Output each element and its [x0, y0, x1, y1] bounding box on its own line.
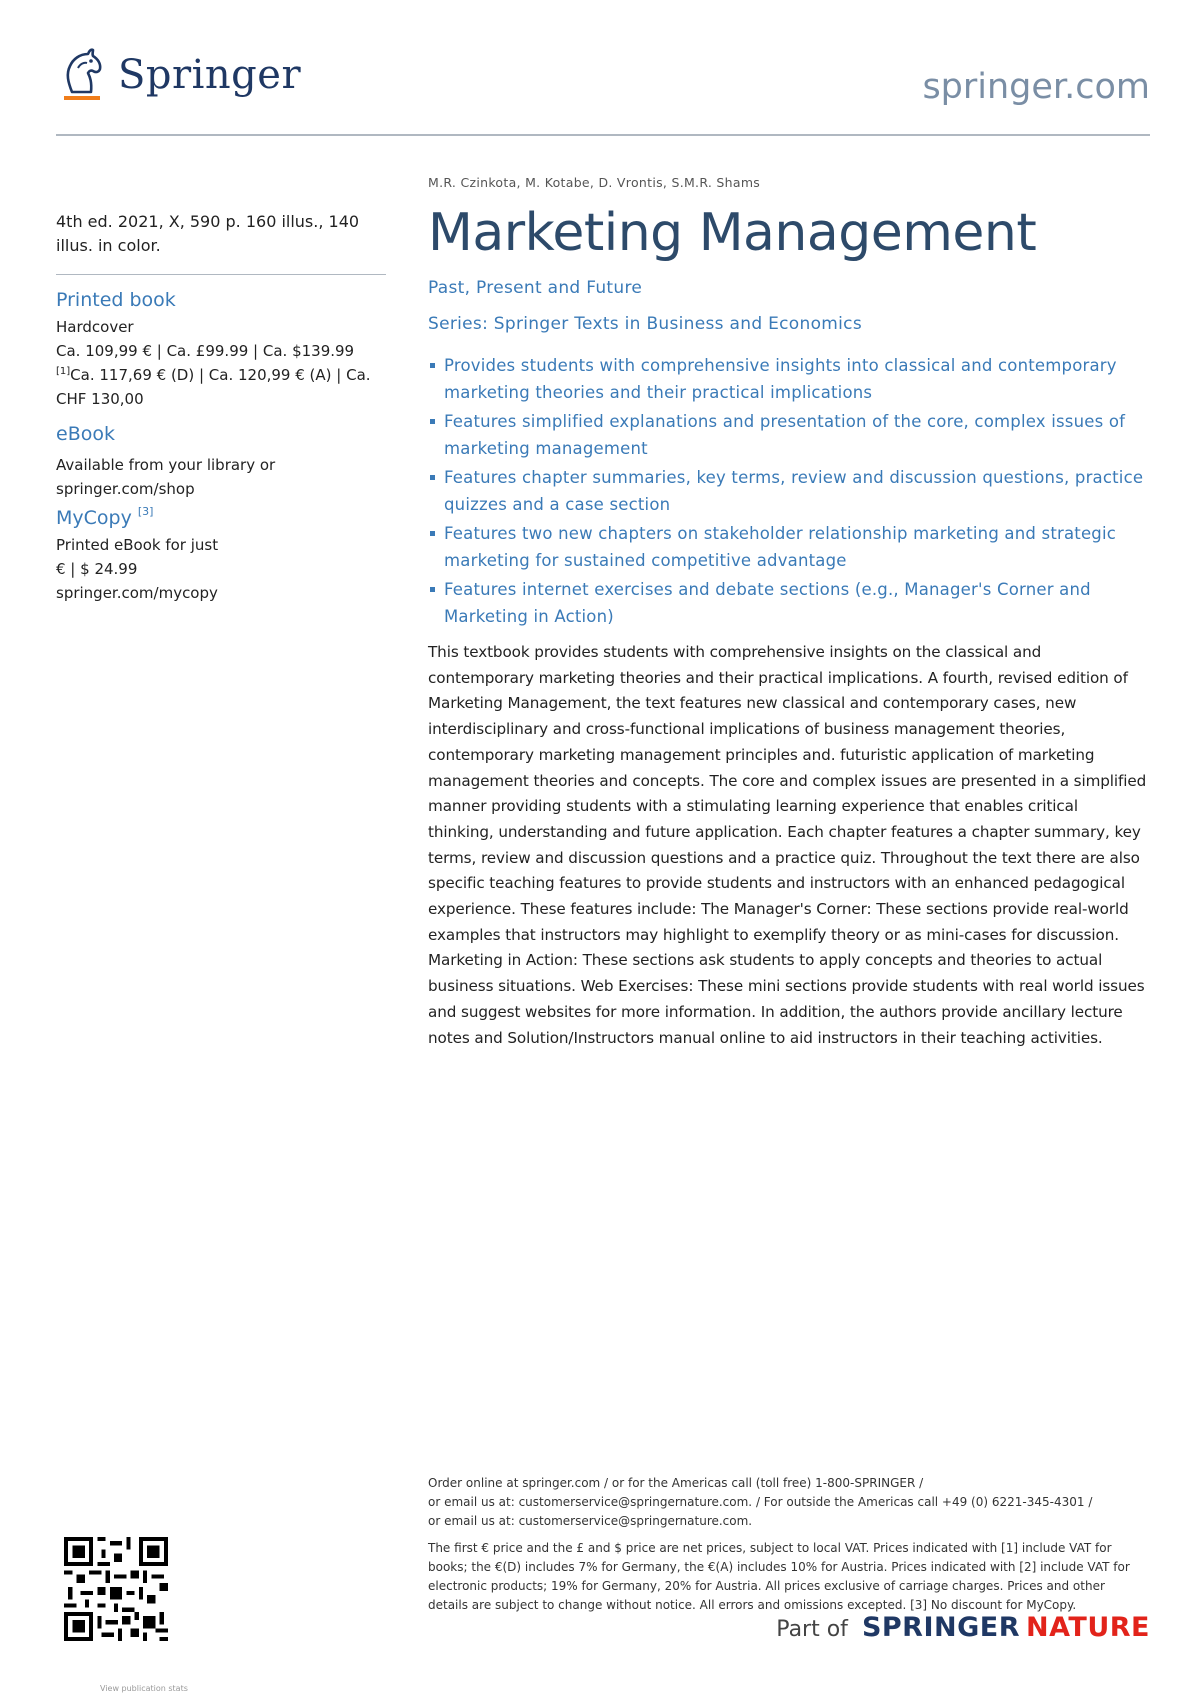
footnote-marker: [3] [137, 505, 154, 518]
feature-list [428, 352, 1148, 630]
springer-nature-mark [776, 1612, 1150, 1643]
mycopy-text: Printed eBook for just [56, 536, 219, 554]
book-description: This textbook provides students with comprehensive insights on the classical and contemporary marketing theories and their practical implications. A fourth, revised edition of Marketing Management, the text features new classical and contemporary cases, new interdisciplinary and cross-functional implications of business management theories, contemporary marketing management principles and. futuristic application of marketing management theories and concepts. The core and complex issues are presented in a simplified manner providing students with a stimulating learning experience that enables critical thinking, understanding and future application. Each chapter features a chapter summary, key terms, review and discussion questions and a practice quiz. Throughout the text there are also specific teaching features to provide students and instructors with an enhanced pedagogical experience. These features include: The Manager's Corner: These sections provide real-world examples that instructors may highlight to exemplify theory or as mini-cases for discussion. Marketing in Action: These sections ask students to apply concepts and theories to actual business situations. Web Exercises: These mini sections provide students with real world issues and suggest websites for more information. In addition, the authors provide ancillary lecture notes and Solution/Instructors manual online to aid instructors in their teaching activities. [428, 643, 1147, 1047]
mycopy-url[interactable]: springer.com/mycopy [56, 584, 218, 602]
footnote-marker: [1] [56, 366, 71, 377]
feature-item: Features internet exercises and debate sections (e.g., Manager's Corner and Marketing in Action) [428, 576, 1148, 630]
ebook-heading: eBook [56, 423, 115, 445]
mycopy-heading-text: MyCopy [56, 507, 132, 529]
feature-item: Features simplified explanations and presentation of the core, complex issues of marketing management [428, 408, 1148, 462]
springer-brand [58, 46, 301, 104]
qr-code-icon[interactable] [64, 1537, 168, 1641]
springer-nature-logo-part2: NATURE [1026, 1612, 1150, 1643]
header-divider [56, 134, 1150, 136]
printed-book-heading: Printed book [56, 289, 176, 311]
feature-item: Provides students with comprehensive insights into classical and contemporary marketing theories and their practical implications [428, 352, 1148, 406]
mycopy-heading [56, 507, 386, 529]
knight-chess-horse-icon [58, 46, 106, 104]
website-url[interactable]: springer.com [922, 67, 1150, 107]
order-line: or email us at: customerservice@springernature.com. / For outside the Americas call +49 (0) 6221-345-4301 / [428, 1495, 1093, 1509]
book-title: Marketing Management [428, 203, 1037, 263]
springer-nature-logo-part1: SPRINGER [861, 1612, 1021, 1643]
mycopy-price: € | $ 24.99 [56, 560, 138, 578]
printed-book-format: Hardcover [56, 318, 134, 336]
book-subtitle: Past, Present and Future [428, 278, 643, 298]
order-line: or email us at: customerservice@springernature.com. [428, 1514, 753, 1528]
book-authors: M.R. Czinkota, M. Kotabe, D. Vrontis, S.M.R. Shams [428, 175, 761, 190]
edition-info: 4th ed. 2021, X, 590 p. 160 illus., 140 illus. in color. [56, 212, 360, 255]
book-series: Series: Springer Texts in Business and Economics [428, 314, 862, 334]
feature-item: Features two new chapters on stakeholder relationship marketing and strategic marketing for sustained competitive advantage [428, 520, 1148, 574]
springer-logo-text: Springer [118, 52, 302, 98]
part-of-label: Part of [776, 1617, 848, 1642]
printed-book-vat-price [56, 363, 386, 411]
order-line: Order online at springer.com / or for the Americas call (toll free) 1-800-SPRINGER / [428, 1476, 924, 1490]
feature-item: Features chapter summaries, key terms, review and discussion questions, practice quizzes and a case section [428, 464, 1148, 518]
sidebar [56, 210, 386, 605]
vat-price-text: Ca. 117,69 € (D) | Ca. 120,99 € (A) | Ca. CHF 130,00 [56, 366, 371, 408]
order-info [428, 1474, 1148, 1615]
view-stats-link[interactable]: View publication stats [100, 1684, 188, 1693]
main-content [428, 175, 1148, 1051]
ebook-availability: Available from your library or springer.com/shop [56, 456, 276, 498]
price-note: The first € price and the £ and $ price are net prices, subject to local VAT. Prices indicated with [1] include VAT for books; the €(D) includes 7% for Germany, the €(A) includes 10% for Austria. Prices indicated with [2] include VAT for electronic products; 19% for Germany, 20% for Austria. All prices exclusive of carriage charges. Prices and other details are subject to change without notice. All errors and omissions excepted. [3] No discount for MyCopy. [428, 1541, 1130, 1612]
printed-book-price: Ca. 109,99 € | Ca. £99.99 | Ca. $139.99 [56, 342, 355, 360]
sidebar-divider [56, 274, 386, 275]
